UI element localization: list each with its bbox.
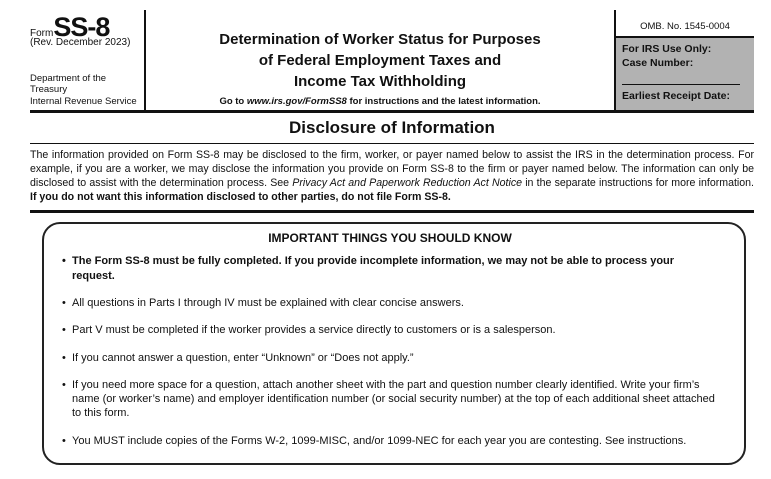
bullet-item <box>62 378 718 421</box>
form-revision: (Rev. December 2023) <box>30 37 131 48</box>
agency-line-1: Department of the Treasury <box>30 72 107 96</box>
form-title-line-3: Income Tax Withholding <box>293 73 467 90</box>
form-word: Form <box>30 28 54 39</box>
section-divider-rule <box>30 210 754 213</box>
bullet-text: You MUST include copies of the Forms W-2, 1099-MISC, and/or 1099-NEC for each year you are contesting. See instructions. <box>72 434 687 447</box>
goto-prefix: Go to <box>219 96 247 107</box>
irs-use-only-label: For IRS Use Only: <box>622 43 712 55</box>
bullet-marker: • <box>62 378 66 391</box>
disclosure-text-1: The information provided on Form SS-8 may be disclosed to the firm, worker, or payer named below to assist the IRS in the determination process. For example, if you are a worker, we may disclose the information you provide on Form SS-8 to the firm or payer named below. The information can only be disclosed to assist with the determination process. See <box>30 149 754 190</box>
privacy-act-notice-reference: Privacy Act and Paperwork Reduction Act Notice <box>292 177 523 190</box>
form-identity-block <box>30 10 146 110</box>
bullet-marker: • <box>62 296 66 309</box>
disclosure-text-2: in the separate instructions for more information. <box>522 177 754 190</box>
important-box-title: IMPORTANT THINGS YOU SHOULD KNOW <box>268 231 512 246</box>
form-title-line-2: of Federal Employment Taxes and <box>258 52 502 69</box>
agency-line-2: Internal Revenue Service <box>30 95 137 107</box>
disclosure-paragraph <box>30 148 754 204</box>
bullet-text: If you need more space for a question, attach another sheet with the part and question number clearly identified. Write your firm’s name (or worker’s name) and employer identification number (or social security number) at the top of each additional sheet attached to this form. <box>72 378 715 420</box>
bullet-marker: • <box>62 351 66 364</box>
bullet-text: All questions in Parts I through IV must be explained with clear concise answers. <box>72 296 464 309</box>
omb-number: OMB. No. 1545-0004 <box>640 21 730 32</box>
form-number: SS-8 <box>53 12 110 42</box>
bullet-item <box>62 296 718 310</box>
disclosure-heading: Disclosure of Information <box>289 118 495 137</box>
irs-form-url: www.irs.gov/FormSS8 <box>246 96 347 107</box>
case-number-label: Case Number: <box>622 57 694 70</box>
bullet-item <box>62 254 718 283</box>
bullet-text: If you cannot answer a question, enter “Unknown” or “Does not apply.” <box>72 351 414 364</box>
disclosure-rule <box>30 143 754 144</box>
bullet-marker: • <box>62 434 66 447</box>
bullet-item <box>62 351 718 365</box>
bullet-marker: • <box>62 324 66 337</box>
goto-instructions-line <box>219 96 540 108</box>
bullet-text: The Form SS-8 must be fully completed. If you provide incomplete information, we may not be able to process your request. <box>72 255 675 282</box>
form-title <box>219 29 540 92</box>
goto-suffix: for instructions and the latest information. <box>346 96 541 107</box>
earliest-receipt-date-label: Earliest Receipt Date: <box>622 90 730 103</box>
form-title-block <box>146 10 614 110</box>
agency-block <box>30 73 138 107</box>
irs-box-divider <box>622 84 740 85</box>
irs-use-only-box <box>616 36 754 110</box>
form-title-line-1: Determination of Worker Status for Purposes <box>219 31 541 48</box>
bullet-text: Part V must be completed if the worker provides a service directly to customers or is a salesperson. <box>72 324 556 337</box>
bullet-item <box>62 434 718 448</box>
form-header <box>30 10 754 113</box>
bullet-marker: • <box>62 255 66 268</box>
important-things-box <box>42 222 746 465</box>
disclosure-warning: If you do not want this information disclosed to other parties, do not file Form SS-8. <box>30 191 451 204</box>
bullet-item <box>62 323 718 337</box>
omb-block <box>614 10 754 110</box>
